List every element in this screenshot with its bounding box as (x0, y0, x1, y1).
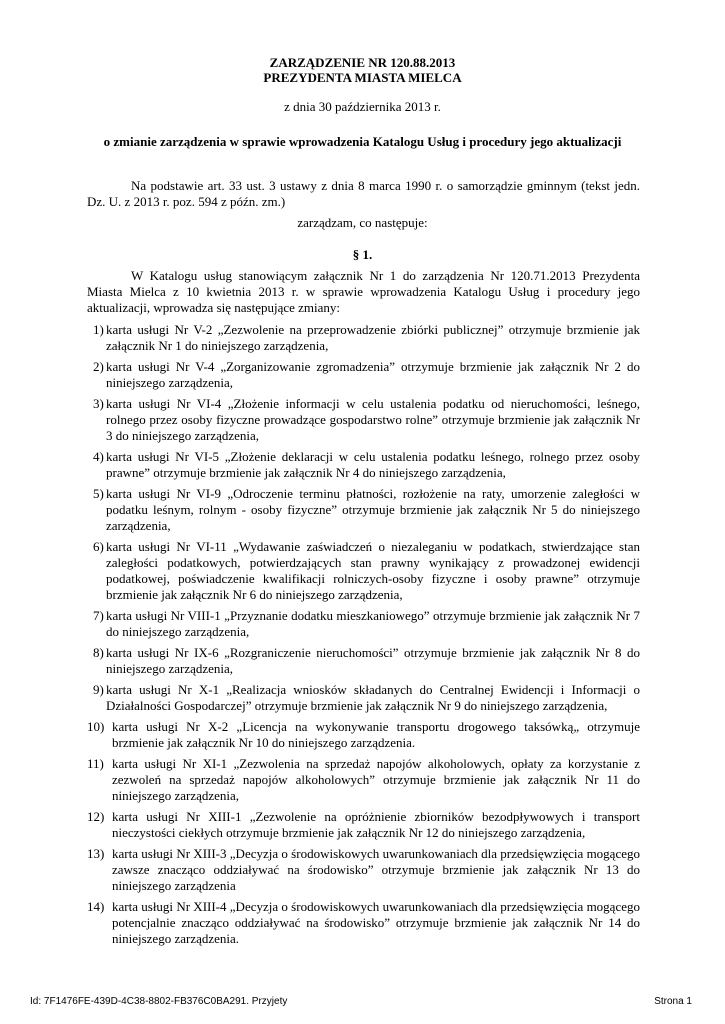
document-title-line2: PREZYDENTA MIASTA MIELCA (263, 70, 462, 85)
decree-statement: zarządzam, co następuje: (297, 215, 428, 230)
list-item-text: karta usługi Nr VI-5 „Złożenie deklaracji w celu ustalenia podatku leśnego, rolnego przez osoby prawne” otrzymuje brzmienie jak załącznik Nr 4 do niniejszego zarządzenia, (106, 449, 640, 480)
list-item-number: 8) (93, 645, 104, 660)
list-item-number: 7) (93, 608, 104, 623)
list-item (87, 809, 640, 841)
list-item-text: karta usługi Nr X-2 „Licencja na wykonywanie transportu drogowego taksówką„ otrzymuje brzmienie jak załącznik Nr 10 do niniejszego zarządzenia. (112, 719, 640, 750)
list-item-number: 9) (93, 682, 104, 697)
list-item-number: 2) (93, 359, 104, 374)
list-item-number: 5) (93, 486, 104, 501)
document-title-line1: ZARZĄDZENIE NR 120.88.2013 (269, 55, 456, 70)
list-item-text: karta usługi Nr XI-1 „Zezwolenia na sprzedaż napojów alkoholowych, opłaty za korzystanie z zezwoleń na sprzedaż napojów alkoholowych” otrzymuje brzmienie jak załącznik Nr 11 do niniejszego zarządzenia, (112, 756, 640, 803)
list-item-number: 10) (87, 719, 105, 734)
list-item-text: karta usługi Nr X-1 „Realizacja wniosków składanych do Centralnej Ewidencji i Informacji o Działalności Gospodarczej” otrzymuje brzmienie jak załącznik Nr 9 do niniejszego zarządzenia, (106, 682, 640, 713)
document-subject: o zmianie zarządzenia w sprawie wprowadzenia Katalogu Usług i procedury jego aktualizacji (103, 134, 622, 149)
list-item (87, 756, 640, 804)
list-item (87, 396, 640, 444)
list-item-number: 11) (87, 756, 104, 771)
document-date: z dnia 30 października 2013 r. (284, 99, 441, 114)
list-item (87, 359, 640, 391)
list-item (87, 682, 640, 714)
changes-list (87, 322, 640, 952)
list-item-text: karta usługi Nr XIII-3 „Decyzja o środowiskowych uwarunkowaniach dla przedsięwzięcia mogącego zawsze znacząco oddziaływać na środowisko” otrzymuje brzmienie jak załącznik Nr 13 do niniejszego zarządzenia (112, 846, 640, 893)
list-item-text: karta usługi Nr VI-4 „Złożenie informacji w celu ustalenia podatku od nieruchomości, leśnego, rolnego przez osoby fizyczne prowadzące gospodarstwo rolne” otrzymuje brzmienie jak załącznik Nr 3 do niniejszego zarządzenia, (106, 396, 640, 443)
legal-basis: Na podstawie art. 33 ust. 3 ustawy z dnia 8 marca 1990 r. o samorządzie gminnym (tekst jedn. Dz. U. z 2013 r. poz. 594 z późn. zm.) (87, 178, 640, 209)
list-item-number: 12) (87, 809, 105, 824)
section-intro: W Katalogu usług stanowiącym załącznik Nr 1 do zarządzenia Nr 120.71.2013 Prezydenta Miasta Mielca z 10 kwietnia 2013 r. w sprawie wprowadzenia Katalogu Usług i procedury jego aktualizacji, wprowadza się następujące zmiany: (87, 268, 640, 315)
footer-page-number: Strona 1 (654, 996, 692, 1007)
list-item (87, 322, 640, 354)
list-item-number: 1) (93, 322, 104, 337)
list-item (87, 608, 640, 640)
list-item (87, 899, 640, 947)
list-item-text: karta usługi Nr IX-6 „Rozgraniczenie nieruchomości” otrzymuje brzmienie jak załącznik Nr 8 do niniejszego zarządzenia, (106, 645, 640, 676)
list-item-number: 6) (93, 539, 104, 554)
list-item (87, 449, 640, 481)
list-item-number: 4) (93, 449, 104, 464)
list-item (87, 846, 640, 894)
list-item-text: karta usługi Nr XIII-1 „Zezwolenie na opróżnienie zbiorników bezodpływowych i transport nieczystości ciekłych otrzymuje brzmienie jak załącznik Nr 12 do niniejszego zarządzenia, (112, 809, 640, 840)
list-item (87, 486, 640, 534)
list-item-number: 3) (93, 396, 104, 411)
list-item-text: karta usługi Nr V-4 „Zorganizowanie zgromadzenia” otrzymuje brzmienie jak załącznik Nr 2 do niniejszego zarządzenia, (106, 359, 640, 390)
list-item (87, 645, 640, 677)
section-heading: § 1. (352, 247, 373, 262)
list-item-number: 14) (87, 899, 105, 914)
list-item-number: 13) (87, 846, 105, 861)
list-item (87, 719, 640, 751)
list-item-text: karta usługi Nr V-2 „Zezwolenie na przeprowadzenie zbiórki publicznej” otrzymuje brzmienie jak załącznik Nr 1 do niniejszego zarządzenia, (106, 322, 640, 353)
list-item-text: karta usługi Nr VIII-1 „Przyznanie dodatku mieszkaniowego” otrzymuje brzmienie jak załącznik Nr 7 do niniejszego zarządzenia, (106, 608, 640, 639)
list-item-text: karta usługi Nr VI-11 „Wydawanie zaświadczeń o niezaleganiu w podatkach, stwierdzające stan zaległości podatkowych, potwierdzających stan prawny wynikający z prowadzonej ewidencji podatkowej, poświadczenie kwalifikacji rolniczych-osoby fizyczne i osoby prawne” otrzymuje brzmienie jak załącznik Nr 6 do niniejszego zarządzenia, (106, 539, 640, 602)
list-item-text: karta usługi Nr VI-9 „Odroczenie terminu płatności, rozłożenie na raty, umorzenie zaległości w podatku leśnym, rolnym - osoby fizyczne” otrzymuje brzmienie jak załącznik Nr 5 do niniejszego zarządzenia, (106, 486, 640, 533)
list-item-text: karta usługi Nr XIII-4 „Decyzja o środowiskowych uwarunkowaniach dla przedsięwzięcia mogącego potencjalnie znacząco oddziaływać na środowisko” otrzymuje brzmienie jak załącznik Nr 14 do niniejszego zarządzenia. (112, 899, 640, 946)
list-item (87, 539, 640, 603)
footer-document-id: Id: 7F1476FE-439D-4C38-8802-FB376C0BA291. Przyjety (30, 996, 288, 1007)
